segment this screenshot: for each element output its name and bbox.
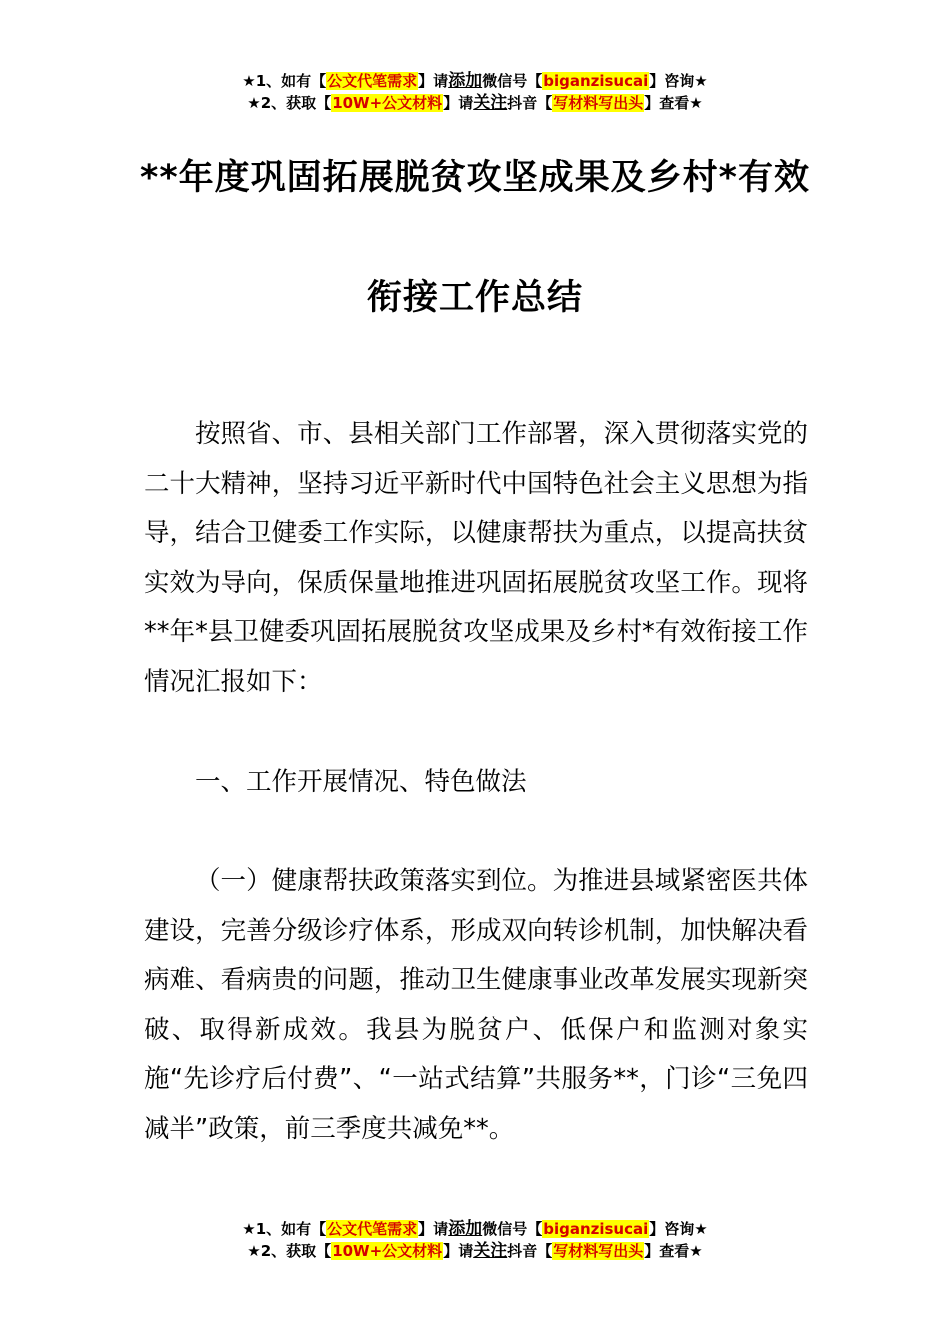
banner-douyin-id: 写材料写出头 bbox=[553, 94, 644, 112]
banner-text: 】请 bbox=[443, 94, 474, 112]
intro-paragraph bbox=[144, 410, 808, 707]
banner-line-2 bbox=[0, 92, 950, 114]
banner-highlight: 公文代笔需求 bbox=[327, 1220, 418, 1238]
banner-line-1 bbox=[0, 1218, 950, 1240]
banner-text: 】请 bbox=[443, 1242, 474, 1260]
banner-text: 】请 bbox=[418, 72, 449, 90]
header-banner bbox=[0, 70, 950, 114]
document-title-line-2: 衔接工作总结 bbox=[366, 278, 583, 318]
banner-emphasis: 添加 bbox=[448, 71, 483, 91]
banner-text: 】请 bbox=[418, 1220, 449, 1238]
banner-emphasis: 添加 bbox=[448, 1219, 483, 1239]
banner-text: 微信号【 bbox=[482, 1220, 543, 1238]
section-heading bbox=[144, 758, 808, 808]
banner-text: 】查看★ bbox=[644, 1242, 703, 1260]
banner-text: 抖音【 bbox=[507, 1242, 553, 1260]
banner-emphasis: 关注 bbox=[473, 93, 508, 113]
banner-text: ★1、如有【 bbox=[242, 1220, 327, 1238]
banner-wechat-id: biganzisucai bbox=[543, 72, 649, 90]
banner-text: ★2、获取【 bbox=[247, 94, 332, 112]
footer-banner bbox=[0, 1218, 950, 1262]
paragraph-text: （一）健康帮扶政策落实到位。为推进县域紧密医共体建设，完善分级诊疗体系，形成双向转诊机制，加快解决看病难、看病贵的问题，推动卫生健康事业改革发展实现新突破、取得新成效。我县为脱贫户、低保户和监测对象实施“先诊疗后付费”、“一站式结算”共服务**，门诊“三免四减半”政策，前三季度共减免**。 bbox=[144, 866, 808, 1144]
banner-text: ★1、如有【 bbox=[242, 72, 327, 90]
banner-line-1 bbox=[0, 70, 950, 92]
banner-highlight: 10W+公文材料 bbox=[332, 1242, 443, 1260]
banner-highlight: 10W+公文材料 bbox=[332, 94, 443, 112]
banner-text: 】查看★ bbox=[644, 94, 703, 112]
banner-wechat-id: biganzisucai bbox=[543, 1220, 649, 1238]
banner-text: 微信号【 bbox=[482, 72, 543, 90]
banner-text: 】咨询★ bbox=[649, 1220, 708, 1238]
paragraph-text: 按照省、市、县相关部门工作部署，深入贯彻落实党的二十大精神，坚持习近平新时代中国特色社会主义思想为指导，结合卫健委工作实际，以健康帮扶为重点，以提高扶贫实效为导向，保质保量地推进巩固拓展脱贫攻坚工作。现将**年*县卫健委巩固拓展脱贫攻坚成果及乡村*有效衔接工作情况汇报如下： bbox=[144, 419, 808, 697]
document-title-line-1: **年度巩固拓展脱贫攻坚成果及乡村*有效 bbox=[140, 158, 810, 198]
section-paragraph bbox=[144, 857, 808, 1154]
banner-highlight: 公文代笔需求 bbox=[327, 72, 418, 90]
banner-text: 抖音【 bbox=[507, 94, 553, 112]
section-heading-text: 一、工作开展情况、特色做法 bbox=[195, 767, 527, 797]
banner-text: 】咨询★ bbox=[649, 72, 708, 90]
banner-text: ★2、获取【 bbox=[247, 1242, 332, 1260]
banner-line-2 bbox=[0, 1240, 950, 1262]
banner-douyin-id: 写材料写出头 bbox=[553, 1242, 644, 1260]
banner-emphasis: 关注 bbox=[473, 1241, 508, 1261]
